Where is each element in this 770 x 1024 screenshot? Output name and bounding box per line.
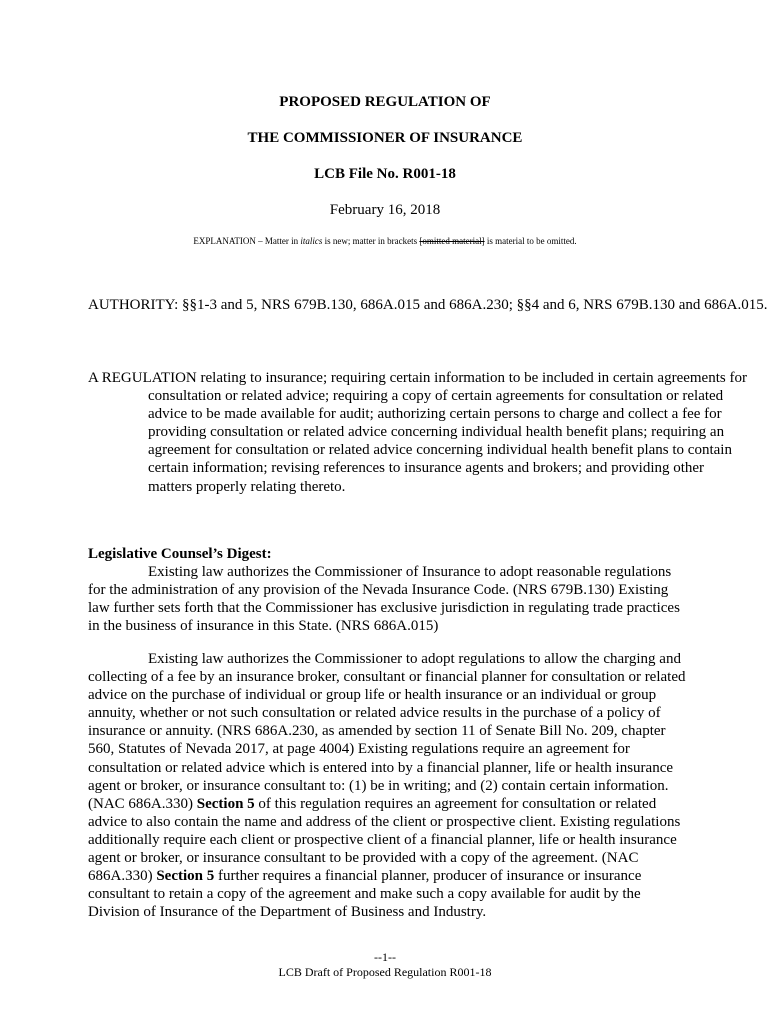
- regulation-paragraph: A REGULATION relating to insurance; requiring certain information to be included in certain agreements for consultation or related advice; requiring a copy of certain agreements for consultation or related advice to be made available for audit; authorizing certain persons to charge and collect a fee for providing consultation or related advice concerning individual health benefit plans; requiring an agreement for consultation or related advice concerning individual health benefit plans to contain certain information; revising references to insurance agents and brokers; and providing other matters properly relating thereto.: [88, 370, 747, 495]
- footer-label: LCB Draft of Proposed Regulation R001-18: [278, 965, 492, 979]
- legislative-digest: [88, 545, 688, 635]
- explanation-suffix: is material to be omitted.: [484, 236, 577, 246]
- page-number: --1--: [374, 950, 396, 964]
- explanation-middle: is new; matter in brackets: [322, 236, 420, 246]
- explanation-prefix: EXPLANATION – Matter in: [193, 236, 301, 246]
- explanation-italics: italics: [300, 236, 323, 246]
- digest-p2-text-c: further requires a financial planner, producer of insurance or insurance consultant to retain a copy of the agreement and make such a copy available for audit by the Division of Insurance of the Department of Business and Industry.: [88, 868, 642, 921]
- file-number: LCB File No. R001-18: [314, 166, 456, 182]
- explanation-note: [0, 236, 770, 246]
- title-line-2: THE COMMISSIONER OF INSURANCE: [247, 130, 523, 146]
- digest-paragraph-2: [88, 650, 688, 921]
- digest-paragraph-1: Existing law authorizes the Commissioner of Insurance to adopt reasonable regulations for the administration of any provision of the Nevada Insurance Code. (NRS 679B.130) Existing law further sets forth that the Commissioner has exclusive jurisdiction in regulating trade practices in the business of insurance in this State. (NRS 686A.015): [88, 564, 680, 635]
- document-date: February 16, 2018: [329, 202, 441, 218]
- section-5-reference-2: Section 5: [156, 868, 215, 885]
- digest-heading: Legislative Counsel’s Digest:: [88, 546, 272, 562]
- title-line-1: PROPOSED REGULATION OF: [279, 94, 491, 110]
- authority-paragraph: AUTHORITY: §§1-3 and 5, NRS 679B.130, 686A.015 and 686A.230; §§4 and 6, NRS 679B.130 and 686A.015.: [88, 297, 768, 313]
- section-5-reference-1: Section 5: [196, 795, 255, 812]
- explanation-omitted: [omitted material]: [419, 236, 485, 246]
- digest-p2-text-a: Existing law authorizes the Commissioner to adopt regulations to allow the charging and collecting of a fee by an insurance broker, consultant or financial planner for consultation or related advice on the purchase of individual or group life or health insurance or an individual or group annuity, whether or not such consultation or related advice results in the purchase of a policy of insurance or annuity. (NRS 686A.230, as amended by section 11 of Senate Bill No. 209, chapter 560, Statutes of Nevada 2017, at page 4004) Existing regulations require an agreement for consultation or related advice which is entered into by a financial planner, life or health insurance agent or broker, or insurance consultant to: (1) be in writing; and (2) contain certain information. (NAC 686A.330): [88, 651, 686, 812]
- digest-p2-text-b: of this regulation requires an agreement for consultation or related advice to also contain the name and address of the client or prospective client. Existing regulations additionally require each client or prospective client of a financial planner, life or health insurance agent or broker, or insurance consultant to be provided with a copy of the agreement. (NAC 686A.330): [88, 795, 681, 885]
